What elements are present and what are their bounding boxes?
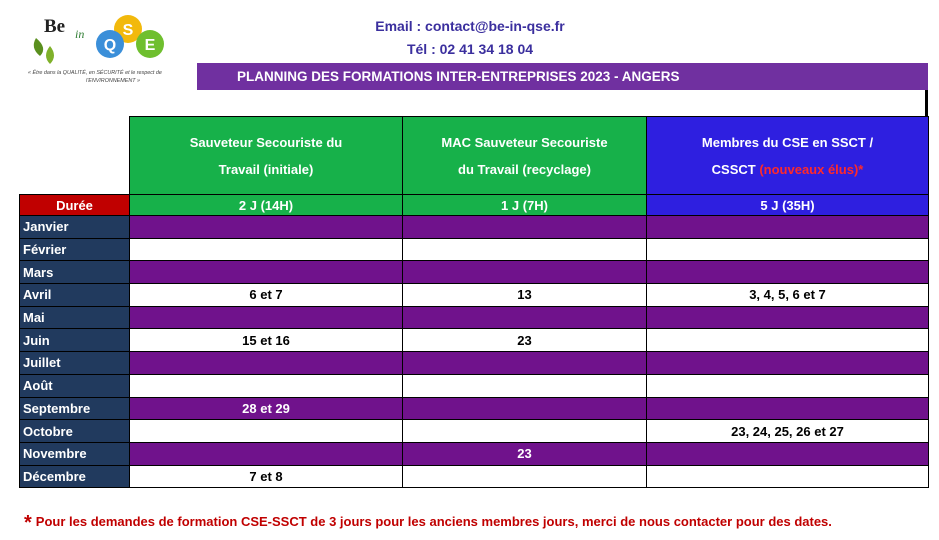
logo-in-text: in bbox=[75, 27, 85, 41]
footnote bbox=[24, 512, 832, 535]
month-label: Avril bbox=[20, 284, 130, 307]
session-cell bbox=[403, 216, 647, 239]
column-header-cse-ssct bbox=[647, 117, 929, 195]
table-row bbox=[20, 442, 929, 465]
session-cell bbox=[403, 420, 647, 443]
column-header-line: Sauveteur Secouriste du bbox=[189, 134, 343, 150]
month-label: Janvier bbox=[20, 216, 130, 239]
footnote-text: Pour les demandes de formation CSE-SSCT de 3 jours pour les anciens membres jours, merci de nous contacter pour des dates. bbox=[35, 514, 832, 529]
session-cell bbox=[647, 374, 929, 397]
table-header-row bbox=[20, 117, 929, 195]
session-cell bbox=[403, 397, 647, 420]
logo-q-letter: Q bbox=[103, 37, 117, 54]
session-cell bbox=[130, 352, 403, 375]
session-cell bbox=[647, 216, 929, 239]
month-label: Mars bbox=[20, 261, 130, 284]
table-row bbox=[20, 284, 929, 307]
session-cell: 3, 4, 5, 6 et 7 bbox=[647, 284, 929, 307]
session-cell bbox=[647, 397, 929, 420]
session-cell bbox=[647, 352, 929, 375]
month-label: Septembre bbox=[20, 397, 130, 420]
session-cell bbox=[130, 442, 403, 465]
contact-email[interactable]: Email : contact@be-in-qse.fr bbox=[375, 18, 565, 34]
month-label: Mai bbox=[20, 306, 130, 329]
session-cell: 23, 24, 25, 26 et 27 bbox=[647, 420, 929, 443]
table-row bbox=[20, 420, 929, 443]
session-cell bbox=[130, 374, 403, 397]
session-cell bbox=[403, 352, 647, 375]
session-cell bbox=[130, 238, 403, 261]
table-row bbox=[20, 374, 929, 397]
column-header-cssct: CSSCT bbox=[711, 161, 756, 177]
session-cell: 6 et 7 bbox=[130, 284, 403, 307]
session-cell bbox=[403, 261, 647, 284]
session-cell bbox=[403, 306, 647, 329]
page-title-banner: PLANNING DES FORMATIONS INTER-ENTREPRISES 2023 - ANGERS bbox=[197, 63, 928, 90]
session-cell bbox=[647, 465, 929, 488]
logo-tagline-1: « Être dans la QUALITÉ, en SÉCURITÉ et le respect de bbox=[28, 70, 162, 76]
session-cell bbox=[647, 329, 929, 352]
table-row bbox=[20, 306, 929, 329]
logo-leaf-icon bbox=[34, 38, 54, 64]
be-in-qse-logo bbox=[28, 12, 198, 92]
session-cell: 28 et 29 bbox=[130, 397, 403, 420]
column-header-line: Travail (initiale) bbox=[218, 161, 314, 177]
session-cell bbox=[403, 465, 647, 488]
session-cell: 13 bbox=[403, 284, 647, 307]
table-row bbox=[20, 261, 929, 284]
training-planning-table bbox=[19, 116, 929, 488]
duration-sst-initiale: 2 J (14H) bbox=[130, 195, 403, 216]
column-header-line bbox=[647, 156, 928, 183]
logo-be-text: Be bbox=[44, 16, 66, 37]
month-label: Novembre bbox=[20, 442, 130, 465]
session-cell: 23 bbox=[403, 329, 647, 352]
duration-row bbox=[20, 195, 929, 216]
table-row bbox=[20, 216, 929, 239]
session-cell bbox=[647, 306, 929, 329]
month-label: Juin bbox=[20, 329, 130, 352]
month-label: Juillet bbox=[20, 352, 130, 375]
month-label: Février bbox=[20, 238, 130, 261]
session-cell bbox=[130, 306, 403, 329]
session-cell bbox=[647, 238, 929, 261]
session-cell: 23 bbox=[403, 442, 647, 465]
month-label: Octobre bbox=[20, 420, 130, 443]
session-cell bbox=[403, 374, 647, 397]
column-header-line: MAC Sauveteur Secouriste bbox=[441, 134, 608, 150]
table-row bbox=[20, 238, 929, 261]
month-label: Décembre bbox=[20, 465, 130, 488]
table-row bbox=[20, 397, 929, 420]
table-corner bbox=[20, 117, 130, 195]
table-row bbox=[20, 352, 929, 375]
duration-cse-ssct: 5 J (35H) bbox=[647, 195, 929, 216]
logo-e-letter: E bbox=[144, 37, 156, 54]
banner-edge-divider bbox=[925, 90, 928, 116]
session-cell: 7 et 8 bbox=[130, 465, 403, 488]
table-row bbox=[20, 329, 929, 352]
month-label: Août bbox=[20, 374, 130, 397]
session-cell bbox=[647, 442, 929, 465]
session-cell bbox=[130, 216, 403, 239]
session-cell bbox=[647, 261, 929, 284]
column-header-line: Membres du CSE en SSCT / bbox=[701, 134, 874, 150]
month-rows bbox=[20, 216, 929, 488]
column-header-line: du Travail (recyclage) bbox=[458, 161, 591, 177]
column-header-sst-initiale bbox=[130, 117, 403, 195]
contact-phone[interactable]: Tél : 02 41 34 18 04 bbox=[406, 41, 534, 57]
session-cell: 15 et 16 bbox=[130, 329, 403, 352]
logo-tagline-2: l'ENVIRONNEMENT » bbox=[86, 78, 141, 84]
table-row bbox=[20, 465, 929, 488]
duration-label: Durée bbox=[20, 195, 130, 216]
duration-mac-sst: 1 J (7H) bbox=[403, 195, 647, 216]
column-header-nouveaux-elus: (nouveaux élus)* bbox=[759, 161, 864, 177]
session-cell bbox=[130, 420, 403, 443]
session-cell bbox=[403, 238, 647, 261]
session-cell bbox=[130, 261, 403, 284]
logo-s-letter: S bbox=[122, 22, 134, 39]
column-header-mac-sst bbox=[403, 117, 647, 195]
footnote-asterisk: * bbox=[24, 512, 32, 534]
